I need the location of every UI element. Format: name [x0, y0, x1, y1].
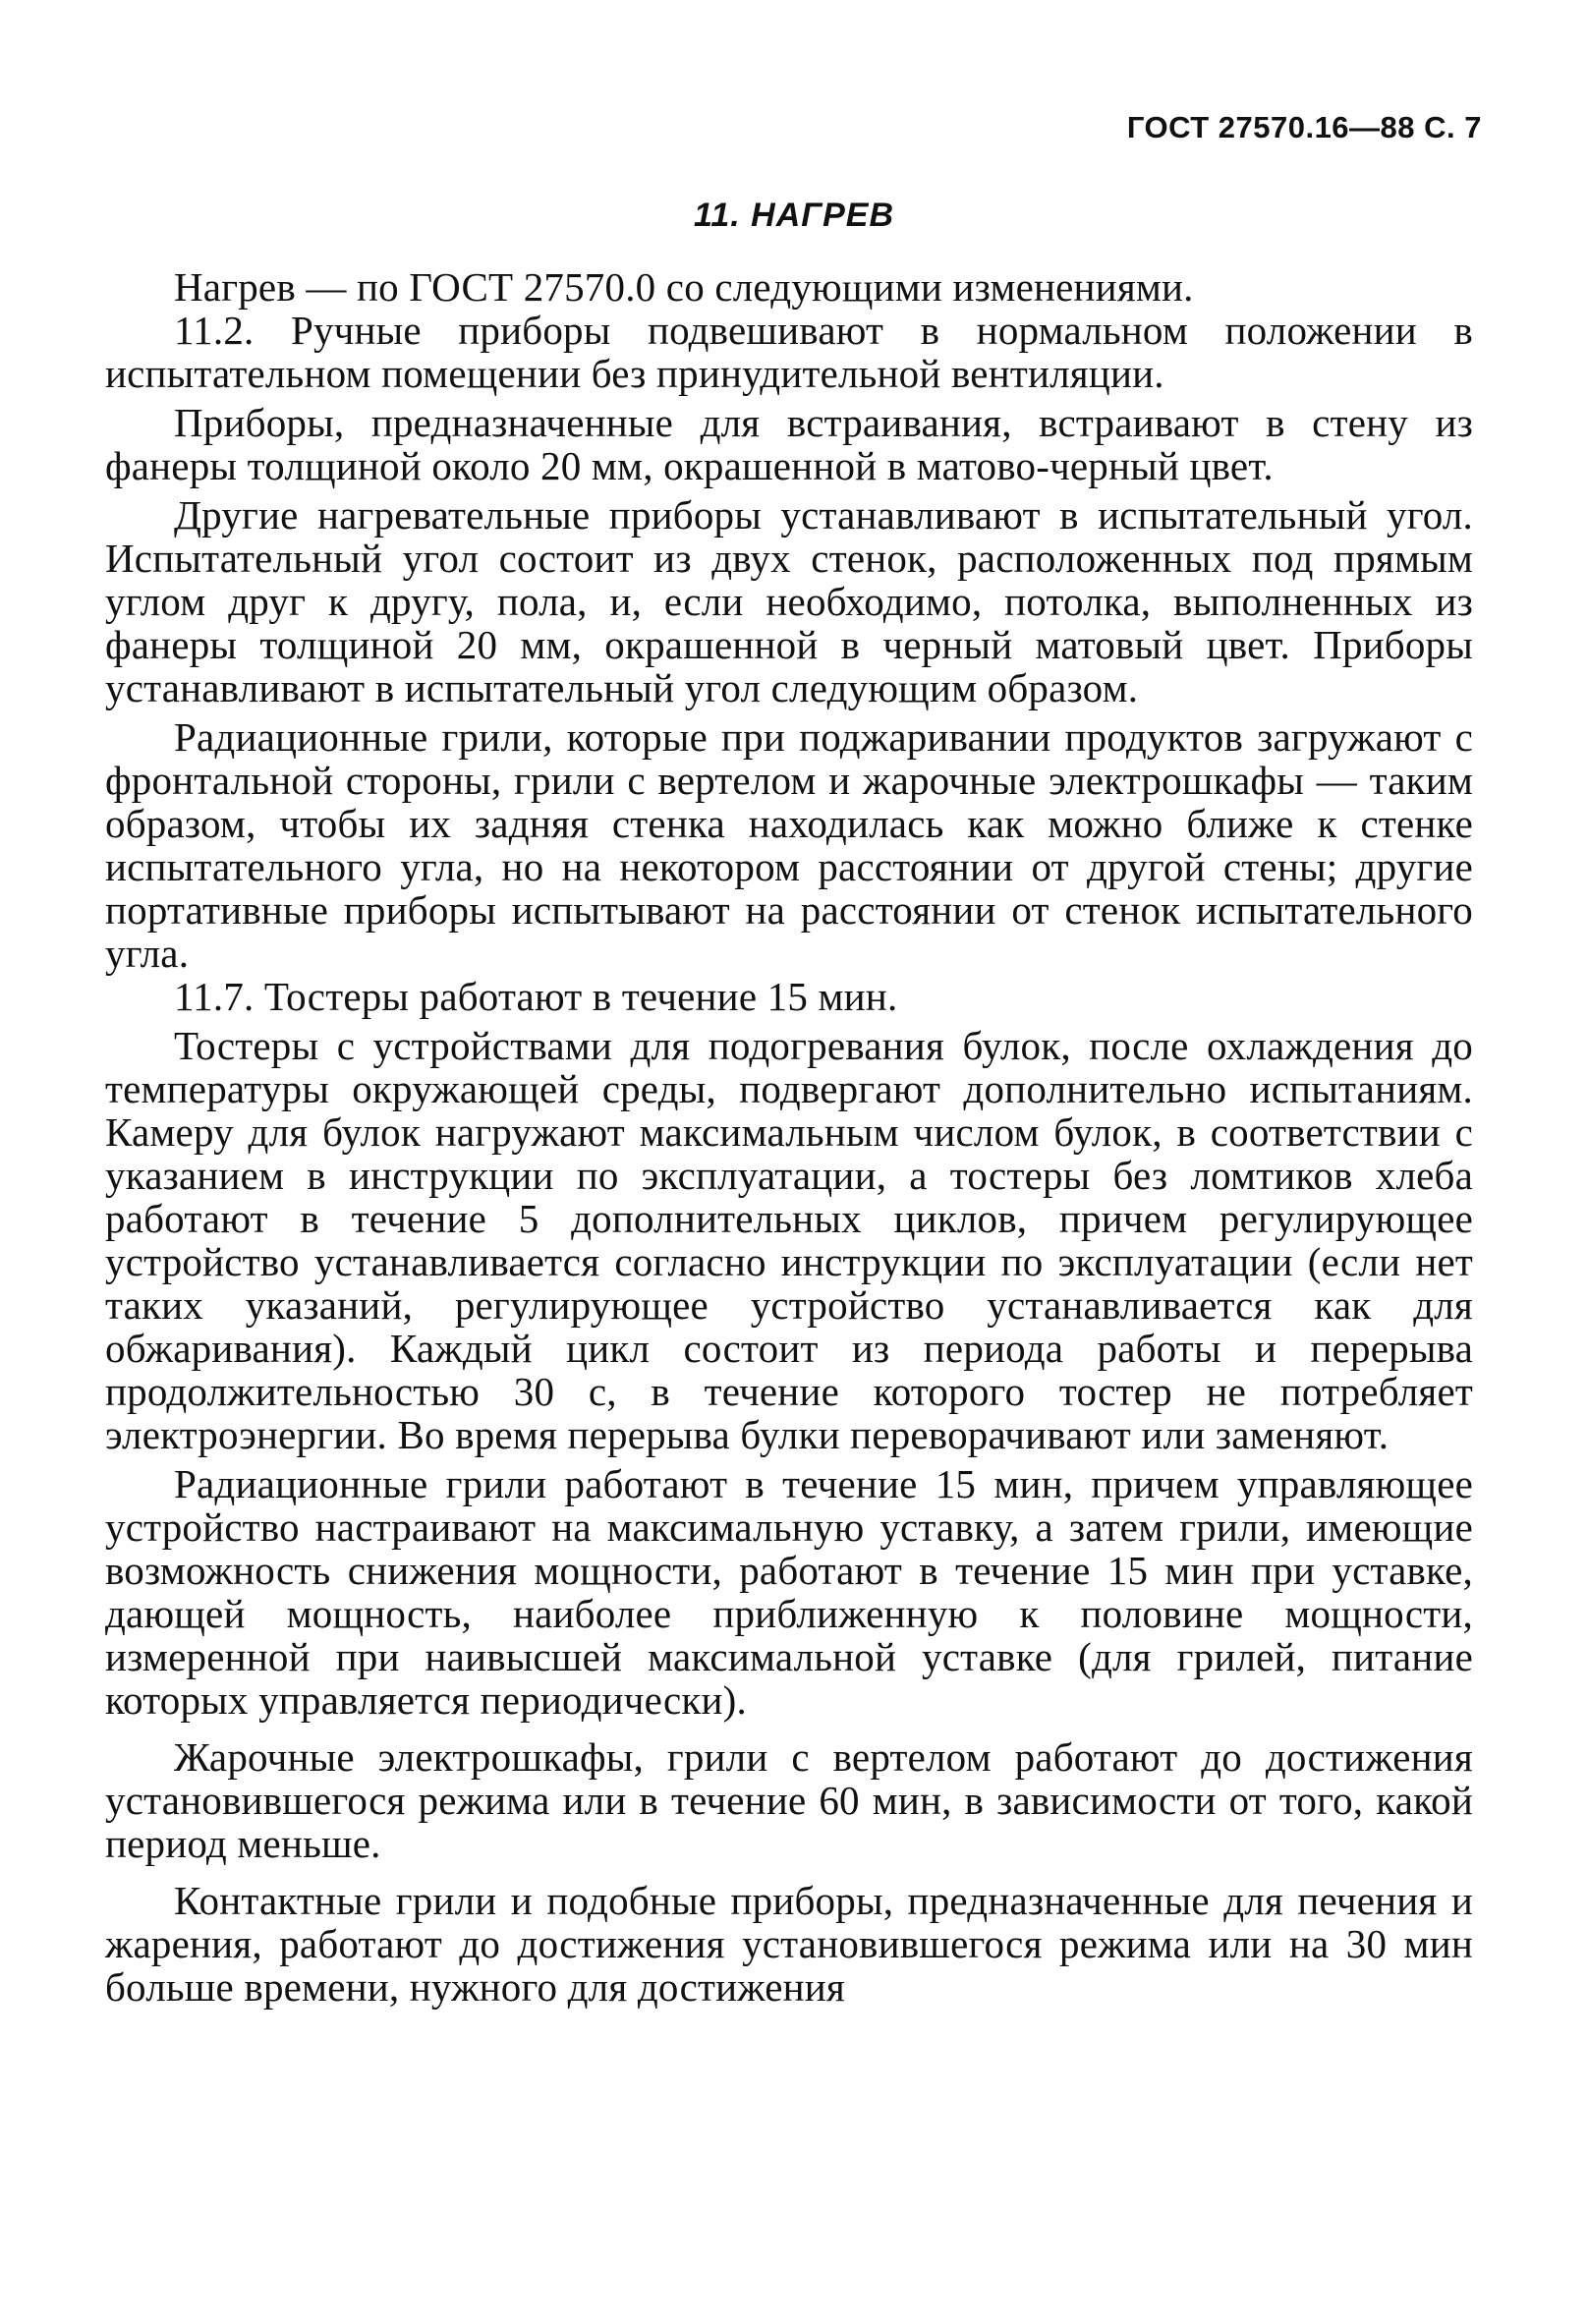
paragraph: 11.7. Тостеры работают в течение 15 мин.: [174, 974, 898, 1019]
paragraph: Радиационные грили работают в течение 15 мин, причем управляющее устройство настраивают на максимальную уставку, а затем грили, имеющие возможность снижения мощности, работают в течение 15 мин при уставке, дающей мощность, наиболее приближенную к половине мощности, измеренной при наивысшей максимальной уставке (для грилей, питание которых управляется периодически).: [105, 1461, 1473, 1723]
section-title: 11. НАГРЕВ: [693, 197, 895, 234]
paragraph: Нагрев — по ГОСТ 27570.0 со следующими изменениями.: [174, 264, 1194, 310]
paragraph: Жарочные электрошкафы, грили с вертелом работают до достижения установившегося режима или в течение 60 мин, в зависимости от того, какой период меньше.: [105, 1734, 1473, 1866]
paragraph: Другие нагревательные приборы устанавливают в испытательный угол. Испытательный угол состоит из двух стенок, расположенных под прямым углом друг к другу, пола, и, если необходимо, потолка, выполненных из фанеры толщиной 20 мм, окрашенной в черный матовый цвет. Приборы устанавливают в испытательный угол следующим образом.: [105, 492, 1473, 710]
paragraph: Приборы, предназначенные для встраивания, встраивают в стену из фанеры толщиной около 20 мм, окрашенной в матово-черный цвет.: [105, 400, 1473, 488]
paragraph: Контактные грили и подобные приборы, предназначенные для печения и жарения, работают до достижения установившегося режима или на 30 мин больше времени, нужного для достижения: [105, 1878, 1473, 2010]
running-header: ГОСТ 27570.16—88 С. 7: [1126, 110, 1482, 144]
paragraph: 11.2. Ручные приборы подвешивают в нормальном положении в испытательном помещении без принудительной вентиляции.: [105, 308, 1473, 396]
paragraph: Тостеры с устройствами для подогревания булок, после охлаждения до температуры окружающей среды, подвергают дополнительно испытаниям. Камеру для булок нагружают максимальным числом булок, в соответствии с указанием в инструкции по эксплуатации, а тостеры без ломтиков хлеба работают в течение 5 дополнительных циклов, причем регулирующее устройство устанавливается согласно инструкции по эксплуатации (если нет таких указаний, регулирующее устройство устанавливается как для обжаривания). Каждый цикл состоит из периода работы и перерыва продолжительностью 30 с, в течение которого тостер не потребляет электроэнергии. Во время перерыва булки переворачивают или заменяют.: [105, 1023, 1473, 1457]
paragraph: Радиационные грили, которые при поджаривании продуктов загружают с фронтальной стороны, грили с вертелом и жарочные электрошкафы — таким образом, чтобы их задняя стенка находилась как можно ближе к стенке испытательного угла, но на некотором расстоянии от другой стены; другие портативные приборы испытывают на расстоянии от стенок испытательного угла.: [105, 714, 1473, 976]
body-text: [105, 265, 1473, 2009]
